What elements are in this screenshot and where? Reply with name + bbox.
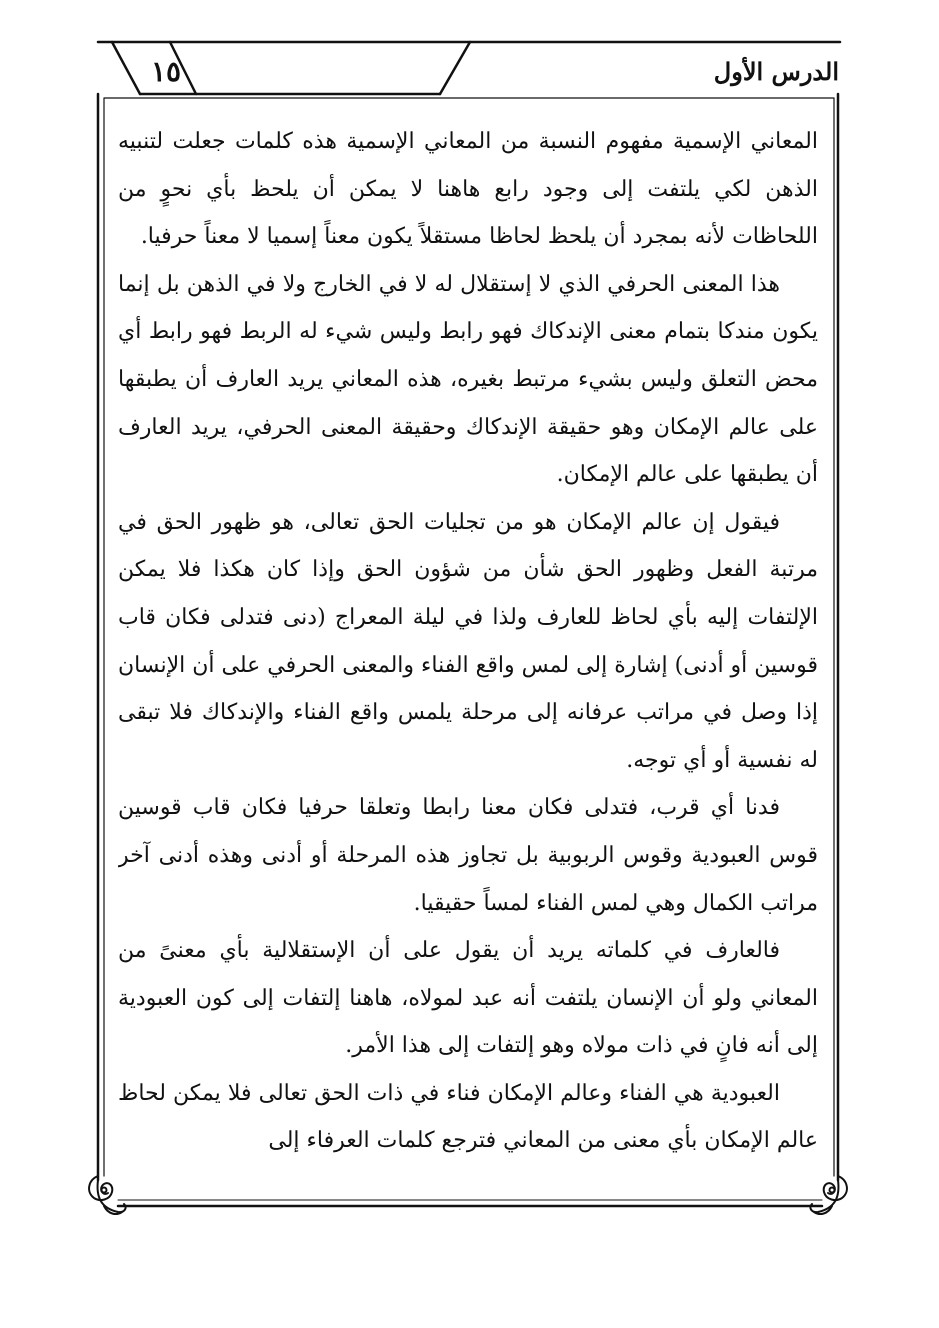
header-slant (440, 42, 470, 94)
paragraph: فيقول إن عالم الإمكان هو من تجليات الحق تعالى، هو ظهور الحق في مرتبة الفعل وظهور الحق شأن من شؤون الحق وإذا كان هكذا فلا يمكن الإلتفات إليه بأي لحاظ للعارف ولذا في ليلة المعراج (دنى فتدلى فكان قاب قوسين أو أدنى) إشارة إلى لمس واقع الفناء والمعنى الحرفي على أن الإنسان إذا وصل في مراتب عرفانه إلى مرحلة يلمس واقع الفناء والإندكاك فلا تبقى له نفسية أو أي توجه. (118, 509, 818, 773)
paragraph: المعاني الإسمية مفهوم النسبة من المعاني الإسمية هذه كلمات جعلت لتنبيه الذهن لكي يلتفت إلى وجود رابع هاهنا لا يمكن أن يلحظ بأي نحوٍ من اللحاظات لأنه بمجرد أن يلحظ لحاظا مستقلاً يكون معناً إسميا لا معناً حرفيا. (118, 129, 818, 250)
paragraph: العبودية هي الفناء وعالم الإمكان فناء في ذات الحق تعالى فلا يمكن لحاظ عالم الإمكان بأي معنى من المعاني فترجع كلمات العرفاء إلى (118, 1080, 818, 1154)
paragraph: فدنا أي قرب، فتدلى فكان معنا رابطا وتعلقا حرفيا فكان قاب قوسين قوس العبودية وقوس الربوبية بل تجاوز هذه المرحلة أو أدنى وهذه أدنى آخر مراتب الكمال وهي لمس الفناء لمساً حقيقيا. (118, 795, 818, 916)
page-number: ١٥ (150, 54, 182, 88)
page-number-tab-left (112, 42, 140, 94)
running-title: الدرس الأول (713, 56, 839, 86)
text-body (118, 118, 818, 1198)
paragraph: فالعارف في كلماته يريد أن يقول على أن الإستقلالية بأي معنىً من المعاني ولو أن الإنسان يلتفت أنه عبد لمولاه، هاهنا إلتفات إلى كون العبودية إلى أنه فانٍ في ذات مولاه وهو إلتفات إلى هذا الأمر. (118, 938, 818, 1059)
paragraph: هذا المعنى الحرفي الذي لا إستقلال له لا في الخارج ولا في الذهن بل إنما يكون مندكا بتمام معنى الإندكاك فهو رابط وليس شيء له الربط فهو رابط أي محض التعلق وليس بشيء مرتبط بغيره، هذه المعاني يريد العارف أن يطبقها على عالم الإمكان وهو حقيقة الإندكاك وحقيقة المعنى الحرفي، يريد العارف أن يطبقها على عالم الإمكان. (118, 271, 818, 488)
